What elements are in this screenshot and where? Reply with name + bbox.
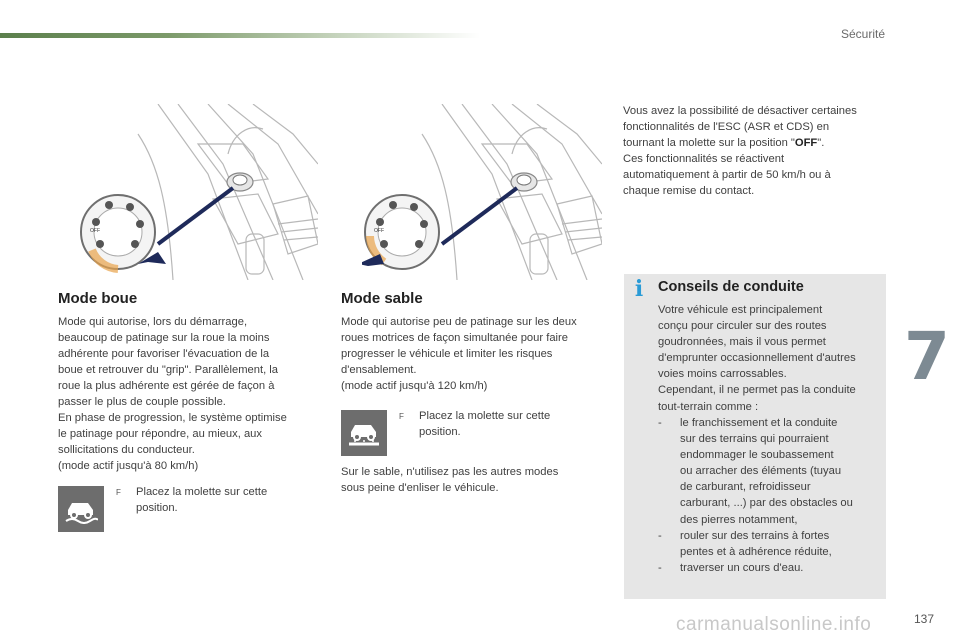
advice-list xyxy=(658,415,883,576)
esc-deactivation-text xyxy=(623,103,893,199)
svg-text:OFF: OFF xyxy=(90,228,100,234)
list-item-text: rouler sur des terrains à fortes pentes et à adhérence réduite, xyxy=(680,529,832,558)
advice-title: Conseils de conduite xyxy=(658,279,804,295)
page-number: 137 xyxy=(913,612,934,626)
header-accent-bar xyxy=(0,33,480,38)
bullet-marker: F xyxy=(399,412,404,421)
sand-mode-instruction xyxy=(399,408,599,440)
console-drawing-mud xyxy=(78,104,318,280)
console-drawing-sand xyxy=(362,104,602,280)
list-item-text: traverser un cours d'eau. xyxy=(680,561,804,574)
watermark: carmanualsonline.info xyxy=(676,614,872,635)
console-illustration-sand xyxy=(362,104,602,280)
mud-mode-description: Mode qui autorise, lors du démarrage, beaucoup de patinage sur la roue la moins adhérente pour favoriser l'évacuation de la boue et retrouver du "grip". Parallèlement, la roue la plus adhérente est gérée de façon à passer le plus de couple possible. En phase de progression, le système optimise le patinage pour répondre, au mieux, aux sollicitations du conducteur. (mode actif jusqu'à 80 km/h) xyxy=(58,316,287,472)
list-item xyxy=(658,528,883,560)
mud-mode-instruction xyxy=(116,484,316,516)
esc-text-after: ". Ces fonctionnalités se réactivent automatiquement à partir de 50 km/h ou à chaque remise du contact. xyxy=(623,137,831,197)
off-position-label: OFF xyxy=(794,137,818,149)
mud-mode-instruction-text: Placez la molette sur cette position. xyxy=(136,486,268,514)
sand-mode-instruction-text: Placez la molette sur cette position. xyxy=(419,410,551,438)
mud-mode-icon xyxy=(58,486,104,532)
sand-mode-note: Sur le sable, n'utilisez pas les autres modes sous peine d'enliser le véhicule. xyxy=(341,466,559,494)
list-dash: - xyxy=(658,417,662,429)
car-sand-icon xyxy=(347,418,381,448)
car-mud-icon xyxy=(64,494,98,524)
list-item xyxy=(658,415,883,528)
bullet-marker: F xyxy=(116,488,121,497)
section-title: Sécurité xyxy=(840,27,885,41)
mud-mode-title: Mode boue xyxy=(58,290,138,307)
svg-text:OFF: OFF xyxy=(374,228,384,234)
list-dash: - xyxy=(658,529,662,542)
list-item xyxy=(658,560,883,576)
sand-mode-title: Mode sable xyxy=(341,290,423,307)
list-dash: - xyxy=(658,561,662,574)
esc-text-before: Vous avez la possibilité de désactiver certaines fonctionnalités de l'ESC (ASR et CDS) en tournant la molette sur la position " xyxy=(623,105,857,149)
sand-mode-description: Mode qui autorise peu de patinage sur les deux roues motrices de façon simultanée pour faire progresser le véhicule et limiter les risques d'ensablement. (mode actif jusqu'à 120 km/h) xyxy=(341,316,577,392)
advice-intro-text: Votre véhicule est principalement conçu pour circuler sur des routes goudronnées, mais il vous permet d'emprunter occasionnellement d'autres voies moins carrossables. Cependant, il ne permet pas la conduite tout-terrain comme : xyxy=(658,304,856,413)
sand-mode-icon xyxy=(341,410,387,456)
info-icon: i xyxy=(634,276,644,302)
console-illustration-mud xyxy=(78,104,318,280)
list-item-text: le franchissement et la conduite sur des terrains qui pourraient endommager le soubassement ou arracher des éléments (tuyau de carburant, refroidisseur carburant, ...) par des obstacles ou des pierres notamment, xyxy=(680,417,853,526)
chapter-number: 7 xyxy=(904,318,950,395)
